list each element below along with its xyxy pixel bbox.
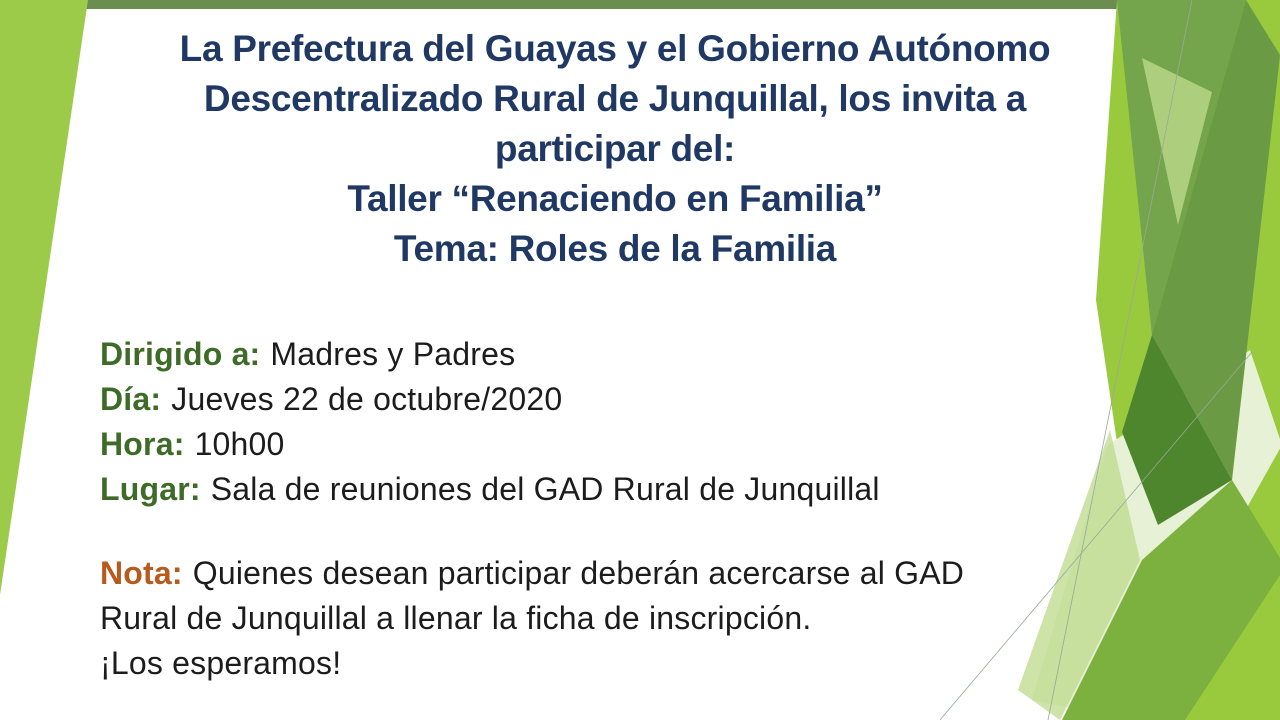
detail-value: Jueves 22 de octubre/2020 [171,381,563,417]
title-line-1: La Prefectura del Guayas y el Gobierno Autónomo [179,28,1051,69]
title-line-3: participar del: [494,128,736,169]
note-text-1: Quienes desean participar deberán acercarse al GAD [192,555,965,591]
detail-label: Lugar: [100,471,201,507]
note-line-1 [100,551,1110,596]
title-line-4: Taller “Renaciendo en Familia” [347,178,883,219]
detail-label: Día: [100,381,162,417]
note-label: Nota: [100,555,183,591]
detail-row-dirigido [100,332,1100,377]
note-block [100,551,1110,686]
detail-row-lugar [100,467,1100,512]
detail-value: Madres y Padres [270,336,516,372]
slide-title [95,24,1135,274]
note-line-2: Rural de Junquillal a llenar la ficha de inscripción. [100,600,812,636]
title-line-2: Descentralizado Rural de Junquillal, los invita a [203,78,1027,119]
detail-row-dia [100,377,1100,422]
title-line-5: Tema: Roles de la Familia [393,228,837,269]
detail-label: Hora: [100,426,185,462]
detail-value: 10h00 [194,426,285,462]
detail-label: Dirigido a: [100,336,261,372]
detail-value: Sala de reuniones del GAD Rural de Junquillal [210,471,880,507]
event-details [100,332,1100,512]
note-line-3: ¡Los esperamos! [100,645,342,681]
detail-row-hora [100,422,1100,467]
